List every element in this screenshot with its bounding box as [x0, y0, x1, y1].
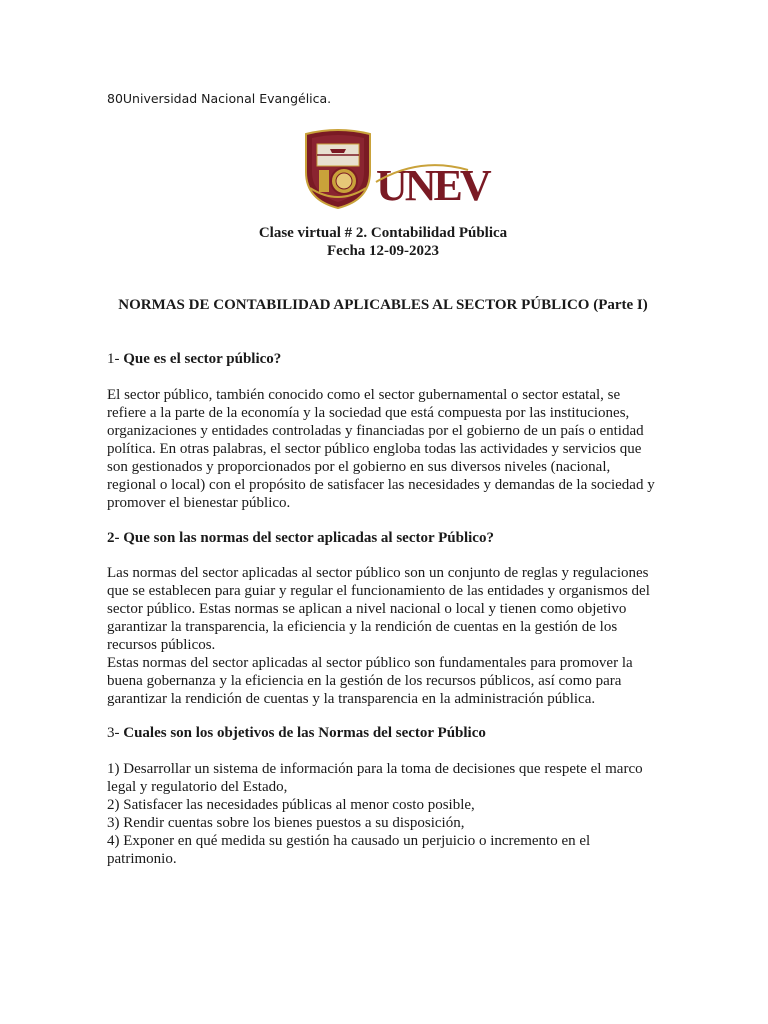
- section-number: 2-: [107, 530, 124, 546]
- section-number: 3-: [107, 725, 124, 741]
- logo-wordmark: UNEV: [376, 161, 489, 210]
- section-heading: Que es el sector público?: [123, 351, 282, 367]
- class-title: Clase virtual # 2. Contabilidad Pública: [258, 225, 508, 241]
- class-title-block: [107, 224, 659, 260]
- section-2-heading: [107, 529, 659, 547]
- list-item: 4) Exponer en qué medida su gestión ha causado un perjuicio o incremento en el patrimonio.: [107, 833, 591, 867]
- list-item: 2) Satisfacer las necesidades públicas al menor costo posible,: [107, 797, 475, 813]
- crest-icon: [306, 130, 370, 208]
- unev-logo: [300, 126, 489, 210]
- section-number: 1-: [107, 351, 124, 367]
- paragraph: Estas normas del sector aplicadas al sector público son fundamentales para promover la buena gobernanza y la eficiencia en la gestión de los recursos públicos, así como para garantizar la rendición de cuentas y la transparencia en la administración pública.: [107, 655, 633, 707]
- section-1-heading: [107, 350, 659, 368]
- section-heading: Cuales son los objetivos de las Normas del sector Público: [123, 725, 486, 741]
- list-item: 1) Desarrollar un sistema de información para la toma de decisiones que respete el marco legal y regulatorio del Estado,: [107, 761, 643, 795]
- section-3-heading: [107, 724, 659, 742]
- section-2-body: [107, 564, 659, 708]
- main-title: NORMAS DE CONTABILIDAD APLICABLES AL SECTOR PÚBLICO (Parte I): [118, 297, 648, 313]
- section-heading: Que son las normas del sector aplicadas al sector Público?: [123, 530, 494, 546]
- section-1-body: [107, 386, 659, 512]
- paragraph: Las normas del sector aplicadas al sector público son un conjunto de reglas y regulaciones que se establecen para guiar y regular el funcionamiento de las entidades y organismos del sector público. Estas normas se aplican a nivel nacional o local y tienen como objetivo garantizar la transparencia, la eficiencia y la rendición de cuentas en la gestión de los recursos públicos.: [107, 565, 650, 653]
- paragraph: El sector público, también conocido como el sector gubernamental o sector estatal, se refiere a la parte de la economía y la sociedad que está compuesta por las instituciones, organizaciones y entidades controladas y financiadas por el gobierno de un país o entidad política. En otras palabras, el sector público engloba todas las actividades y servicios que son gestionados y proporcionados por el gobierno en sus diversos niveles (nacional, regional o local) con el propósito de satisfacer las necesidades y demandas de la sociedad y promover el bienestar público.: [107, 387, 655, 511]
- class-date: Fecha 12-09-2023: [326, 243, 440, 259]
- section-3-list: [107, 760, 659, 868]
- list-item: 3) Rendir cuentas sobre los bienes puestos a su disposición,: [107, 815, 465, 831]
- university-header: 80Universidad Nacional Evangélica.: [107, 91, 332, 106]
